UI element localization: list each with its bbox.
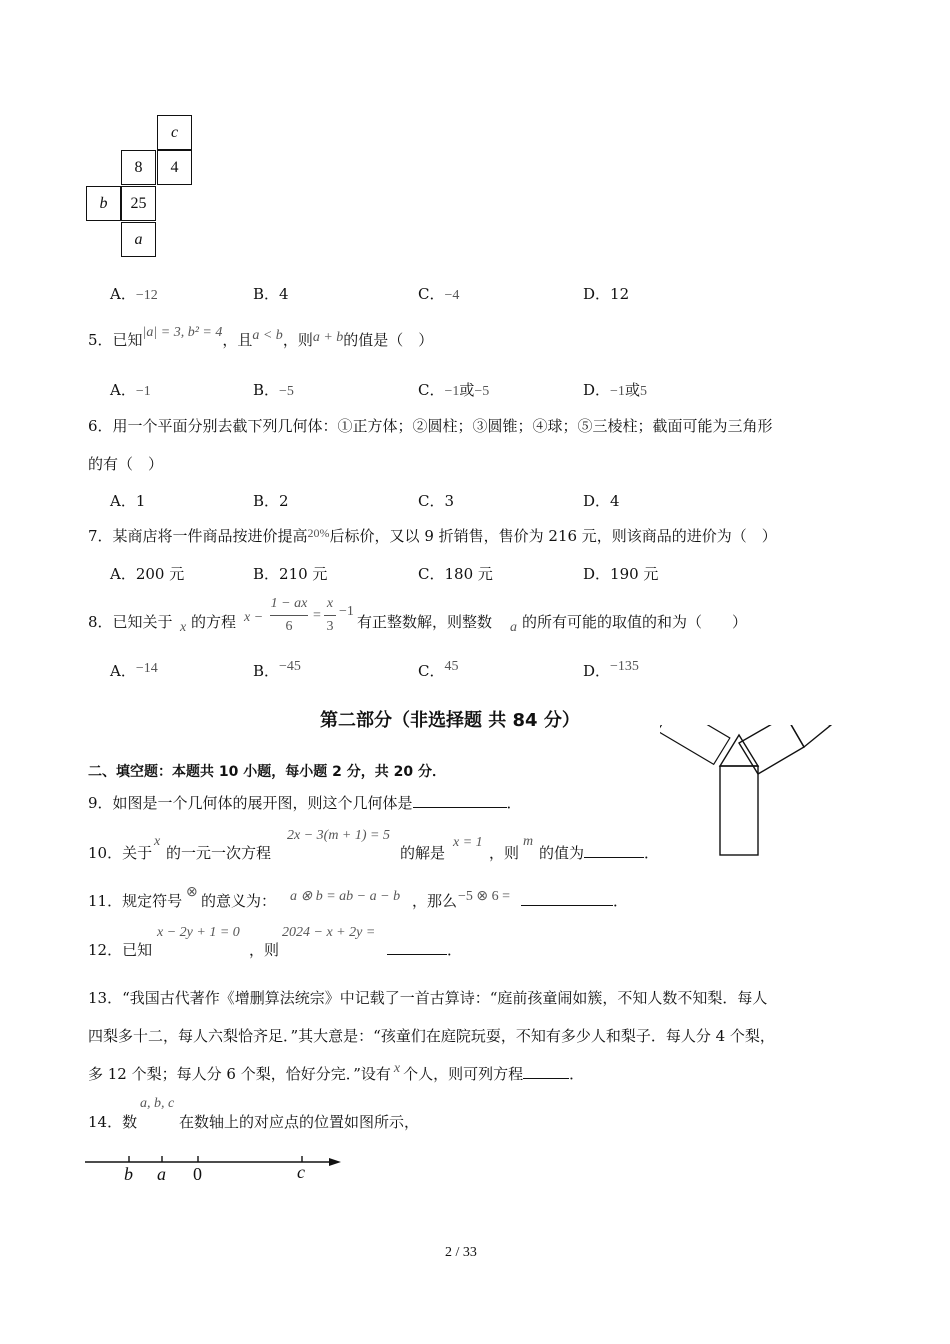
section2-title: 二、填空题：本题共 10 小题，每小题 2 分，共 20 分．	[88, 764, 446, 780]
option-or: 或	[459, 381, 475, 399]
q10-text: 的一元一次方程	[166, 844, 272, 862]
q8-frac1-denominator: 6	[285, 619, 293, 634]
q9-end: ．	[506, 794, 522, 812]
option-value: 45	[444, 659, 459, 674]
option-label: D．	[583, 662, 611, 680]
q10-text-4	[539, 843, 659, 863]
q8-prefix: 8．已知关于	[88, 613, 173, 631]
option-label: A．	[110, 662, 136, 680]
q11-answer	[521, 891, 628, 911]
net-cell-a: a	[121, 222, 156, 257]
prism-net-end-triangle	[786, 725, 831, 747]
q4-option-d	[583, 283, 629, 304]
q11-symbol: ⊗	[186, 885, 198, 900]
number-line-label-c: c	[297, 1162, 305, 1182]
net-cell-25: 25	[121, 186, 156, 221]
q11-end: ．	[613, 892, 629, 910]
q14-text: 在数轴上的对应点的位置如图所示，	[179, 1113, 420, 1131]
q11-text: 的意义为：	[201, 892, 277, 910]
net-cell-4: 4	[157, 150, 192, 185]
q13-line1: 13．“我国古代著作《增删算法统宗》中记载了一首古算诗：“庭前孩童闹如簇，不知人数不知梨．每人	[88, 989, 768, 1007]
q7-option-d: D．190 元	[583, 565, 659, 583]
q13-line3	[88, 1061, 585, 1086]
option-value: −1	[610, 384, 625, 399]
q7-option-a: A．200 元	[110, 565, 185, 583]
prism-net-figure	[660, 725, 840, 861]
q13-text: 多 12 个梨；每人分 6 个梨，恰好分完．”设有	[88, 1065, 391, 1083]
q12-condition: x − 2y + 1 = 0	[157, 925, 240, 940]
q13-end: ．	[569, 1065, 585, 1083]
option-or: 或	[624, 381, 640, 399]
q14-variables: a, b, c	[140, 1096, 175, 1111]
q11-definition: a ⊗ b = ab − a − b	[290, 889, 401, 904]
option-label: C．	[418, 285, 445, 303]
option-value: −14	[135, 661, 158, 676]
q10-variable-m: m	[523, 834, 534, 849]
q5-connector: ，且	[222, 331, 253, 349]
option-value: −135	[610, 659, 639, 674]
q5-connector-2: ，则	[282, 331, 313, 349]
q5-tail: 的值是（ ）	[343, 331, 434, 349]
q10-text-2: 的解是	[400, 844, 446, 862]
q11-prefix: 11．规定符号	[88, 892, 183, 910]
option-value: −4	[444, 288, 460, 303]
q12-answer	[387, 940, 462, 960]
q10-solution: x = 1	[453, 835, 483, 850]
q4-option-a	[110, 283, 158, 304]
q13-text-2: 个人，则可列方程	[403, 1065, 524, 1083]
q8-equals: =	[313, 608, 321, 623]
option-value: 12	[610, 285, 630, 303]
q12-expression: 2024 − x + 2y =	[282, 925, 376, 940]
q11-text-2: ，那么	[412, 892, 458, 910]
q10-prefix: 10．关于	[88, 844, 153, 862]
option-label: C．	[418, 381, 445, 399]
option-value: −5	[279, 384, 294, 399]
q8-frac2-denominator: 3	[326, 619, 334, 634]
q12-answer-blank[interactable]	[387, 940, 447, 955]
q6-option-b: B．2	[253, 492, 289, 510]
q12-text: ，则	[249, 941, 280, 959]
q7-text: 7．某商店将一件商品按进价提高	[88, 527, 308, 545]
q7-stem	[88, 526, 777, 547]
q13-variable-x: x	[393, 1061, 401, 1076]
q10-answer-blank[interactable]	[584, 843, 644, 858]
q5-option-d	[583, 379, 647, 400]
q11-answer-blank[interactable]	[521, 891, 613, 906]
part2-title: 第二部分（非选择题 共 84 分）	[320, 710, 580, 731]
q13-answer-blank[interactable]	[523, 1064, 569, 1079]
q6-option-c: C．3	[418, 492, 455, 510]
q10-variable-x: x	[154, 834, 161, 849]
q8-frac2-numerator: x	[326, 596, 334, 611]
q7-text-2: 后标价，又以 9 折销售，售价为 216 元，则该商品的进价为（ ）	[329, 527, 777, 545]
q8-eq-x: x −	[244, 610, 264, 625]
net-cell-8: 8	[121, 150, 156, 185]
q8-option-a	[110, 660, 158, 681]
option-label: D．	[583, 285, 611, 303]
q8-option-d	[583, 660, 639, 681]
q5-option-a	[110, 379, 151, 400]
q8-mid: 的方程	[191, 613, 237, 631]
q8-option-b	[253, 660, 301, 681]
option-value: −12	[135, 288, 158, 303]
q8-frac1-bar	[270, 615, 308, 616]
q5-condition-2: a < b	[252, 328, 283, 343]
q5-stem	[88, 325, 434, 352]
q9-text: 9．如图是一个几何体的展开图，则这个几何体是	[88, 794, 413, 812]
option-value: 4	[279, 285, 289, 303]
q9-stem	[88, 793, 522, 813]
q12-prefix: 12．已知	[88, 941, 153, 959]
q10-text-3: ，则	[489, 844, 520, 862]
q8-text-3: 的所有可能的取值的和为（ ）	[522, 613, 748, 631]
option-label: B．	[253, 381, 280, 399]
page-number: 2 / 33	[445, 1245, 477, 1260]
q13-line2: 四梨多十二，每人六梨恰齐足．”其大意是：“孩童们在庭院玩耍，不知有多少人和梨子．每人分 4 个梨，	[88, 1027, 775, 1045]
q8-frac2-bar	[324, 615, 336, 616]
q6-option-a: A．1	[110, 492, 146, 510]
q8-variable-a: a	[510, 620, 517, 635]
option-label: B．	[253, 662, 280, 680]
q5-option-c	[418, 379, 489, 400]
number-line-label-zero: 0	[193, 1164, 202, 1184]
net-cell-c: c	[157, 115, 192, 150]
option-label: C．	[418, 662, 445, 680]
option-value-2: 5	[639, 384, 647, 399]
q10-post: 的值为	[539, 844, 585, 862]
q9-answer-blank[interactable]	[413, 793, 507, 808]
q6-stem-line1: 6．用一个平面分别去截下列几何体：①正方体；②圆柱；③圆锥；④球；⑤三棱柱；截面可能为三角形	[88, 417, 773, 435]
q5-number: 5．已知	[88, 331, 143, 349]
q7-percent: 20%	[307, 526, 330, 540]
prism-net-bottom-rect	[720, 766, 758, 855]
q4-option-b	[253, 283, 289, 304]
q6-option-d: D．4	[583, 492, 620, 510]
option-value-2: −5	[474, 384, 490, 399]
q10-end: ．	[644, 844, 660, 862]
q11-expression: −5 ⊗ 6 =	[458, 889, 511, 904]
q8-frac1-numerator: 1 − ax	[270, 596, 308, 611]
prism-net-center-triangle	[720, 735, 758, 766]
q10-equation: 2x − 3(m + 1) = 5	[287, 828, 390, 843]
option-value: −1	[444, 384, 460, 399]
net-cell-b: b	[86, 186, 121, 221]
q8-variable-x: x	[180, 620, 187, 635]
option-label: D．	[583, 381, 611, 399]
q8-text-2: 有正整数解，则整数	[357, 613, 493, 631]
number-line-label-a: a	[157, 1164, 166, 1184]
q14-prefix: 14．数	[88, 1113, 138, 1131]
q12-end: ．	[447, 941, 463, 959]
option-label: B．	[253, 285, 280, 303]
q7-option-c: C．180 元	[418, 565, 493, 583]
option-value: −1	[135, 384, 151, 399]
option-label: A．	[110, 285, 136, 303]
q5-expression: a + b	[312, 330, 344, 345]
q8-option-c	[418, 660, 458, 681]
q6-stem-line2: 的有（ ）	[88, 455, 164, 473]
q4-option-c	[418, 283, 459, 304]
q5-option-b	[253, 379, 294, 400]
option-label: A．	[110, 381, 136, 399]
number-line-label-b: b	[124, 1164, 133, 1184]
prism-net-left-rect	[660, 725, 730, 764]
q7-option-b: B．210 元	[253, 565, 328, 583]
option-value: −45	[279, 659, 301, 674]
q5-condition: |a| = 3, b² = 4	[142, 325, 223, 340]
number-line-arrow	[329, 1158, 341, 1166]
q8-minus-one: −1	[339, 604, 354, 619]
